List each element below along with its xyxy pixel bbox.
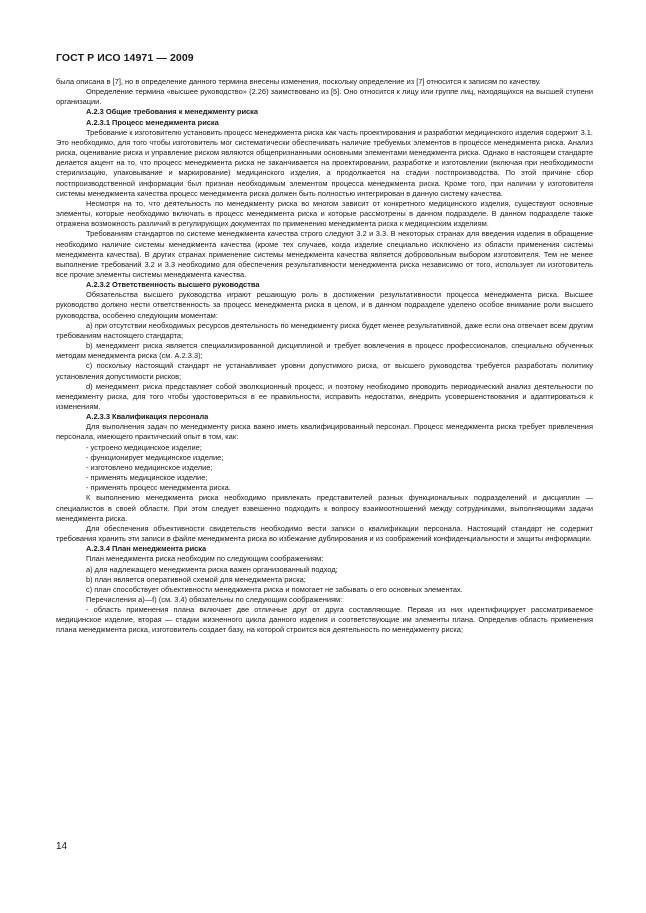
paragraph: - устроено медицинское изделие; — [86, 442, 202, 452]
paragraph: План менеджмента риска необходим по следующим соображениям: — [86, 554, 324, 564]
paragraph: а) при отсутствии необходимых ресурсов деятельность по менеджменту риска будет менее результативной, даже если она отвечает всем другим требованиям настоящего стандарта; — [56, 320, 593, 340]
paragraph: d) менеджмент риска представляет собой эволюционный процесс, и поэтому необходимо проводить периодический анализ деятельности по менеджменту риска, для того чтобы удостовериться в ее правильности, исправить недостатки, внедрить усовершенствования и адаптироваться к изменениям. — [56, 381, 593, 411]
paragraph: - применять медицинское изделие; — [86, 473, 208, 483]
paragraph: с) поскольку настоящий стандарт не устанавливает уровни допустимого риска, от высшего руководства требуется разработать политику установления допустимости рисков; — [56, 361, 593, 381]
paragraph: была описана в [7], но в определение данного термина внесены изменения, поскольку определение из [7] относится к записям по качеству. — [56, 77, 541, 86]
paragraph: Для обеспечения объективности свидетельств необходимо вести записи о квалификации персонала. Настоящий стандарт не содержит требования хранить эти записи в файле менеджмента риска во избежание дублирования и из соображений конфиденциальности и защиты информации. — [56, 523, 593, 544]
paragraph: - область применения плана включает две отличные друг от друга составляющие. Первая из них идентифицирует рассматриваемое медицинское изделие, вторая — стадии жизненного цикла данного изделия и соответствующие им элементы плана. Определив область применения плана менеджмента риска, изготовитель создает базу, на которой строится вся деятельность по менеджменту риска; — [56, 605, 593, 635]
paragraph: - функционирует медицинское изделие; — [86, 452, 224, 462]
paragraph: Для выполнения задач по менеджменту риска важно иметь квалифицированный персонал. Процесс менеджмента риска требует привлечения персонала, имеющего практический опыт в том, как: — [56, 422, 593, 442]
paragraph: - изготовлено медицинское изделие; — [86, 462, 213, 472]
page-number: 14 — [56, 841, 68, 852]
section-heading: А.2.3.3 Квалификация персонала — [86, 412, 209, 422]
section-heading: А.2.3.4 План менеджмента риска — [86, 544, 207, 554]
paragraph: Обязательства высшего руководства играют решающую роль в достижении результативности процесса менеджмента риска. Высшее руководство должно нести ответственность за процесс менеджмента риска в целом, и в данном подразделе уделено особое внимание роли высшего руководства, особенно следующим моментам: — [56, 290, 593, 320]
paragraph: с) план способствует объективности менеджмента риска и помогает не забывать о его основных элементах. — [86, 584, 463, 594]
paragraph: Перечисления а)—f) (см. 3.4) обязательны по следующим соображениям: — [86, 594, 343, 604]
paragraph: Требование к изготовителю установить процесс менеджмента риска как часть проектирования и разработки медицинского изделия содержит 3.1. Это необходимо, для того чтобы изготовитель мог систематически обеспечивать наличие требуемых элементов в процессе менеджмента риска. Анализ риска, оценивание риска и управление риском являются общепризнанными основными элементами менеджмента риска. Однако в настоящем стандарте делается акцент на то, что процесс менеджмента риска не заканчивается на проектировании, разработке и изготовлении (включая при необходимости стерилизацию, упаковывание и маркирование) медицинского изделия, а продолжается на стадии постпроизводства. По этой причине сбор постпроизводственной информации был признан необходимым элементом процесса менеджмента риска. Кроме того, при наличии у изготовителя системы менеджмента качества процесс менеджмента риска должен быть полностью интегрирован в данную систему качества. — [56, 127, 593, 198]
document-body — [56, 77, 593, 636]
paragraph: Определение термина «высшее руководство» (2.26) заимствовано из [5]. Оно относится к лицу или группе лиц, находящихся на высшей ступени организации. — [56, 87, 593, 107]
paragraph: b) менеджмент риска является специализированной дисциплиной и требует вовлечения в процесс профессионалов, специально обученных методам менеджмента риска (см. А.2.3.3); — [56, 341, 593, 361]
section-heading: А.2.3.1 Процесс менеджмента риска — [86, 117, 219, 127]
section-heading: А.2.3 Общие требования к менеджменту риска — [86, 107, 259, 117]
paragraph: а) для надлежащего менеджмента риска важен организованный подход; — [86, 564, 338, 574]
paragraph: Требованиям стандартов по системе менеджмента качества строго следуют 3.2 и 3.3. В некоторых странах для введения изделия в обращение необходимо наличие системы менеджмента качества (кроме тех случаев, когда изделие специально исключено из области применения системы менеджмента качества). В других странах применение системы менеджмента качества является добровольным выбором изготовителя. Тем не менее выполнение требований 3.2 и 3.3 необходимо для обеспечения результативности менеджмента риска независимо от того, использует ли изготовитель все прочие элементы системы менеджмента качества. — [56, 229, 593, 279]
paragraph: b) план является оперативной схемой для менеджмента риска; — [86, 574, 306, 584]
document-header: ГОСТ Р ИСО 14971 — 2009 — [56, 52, 194, 64]
paragraph: - применять процесс менеджмента риска. — [86, 483, 231, 493]
paragraph: Несмотря на то, что деятельность по менеджменту риска во многом зависит от конкретного медицинского изделия, существуют основные элементы, которые необходимо включать в процесс менеджмента риска и которые рассмотрены в данном подразделе. В данном подразделе также отражена возможность различий в регулирующих документах по применению менеджмента риска к медицинским изделиям. — [56, 198, 593, 229]
section-heading: А.2.3.2 Ответственность высшего руководства — [86, 280, 260, 290]
paragraph: К выполнению менеджмента риска необходимо привлекать представителей разных функциональных подразделений и дисциплин — специалистов в своей области. При этом следует взвешенно подходить к вопросу взаимоотношений между сотрудниками, выполняющими задачи менеджмента риска. — [56, 493, 593, 523]
